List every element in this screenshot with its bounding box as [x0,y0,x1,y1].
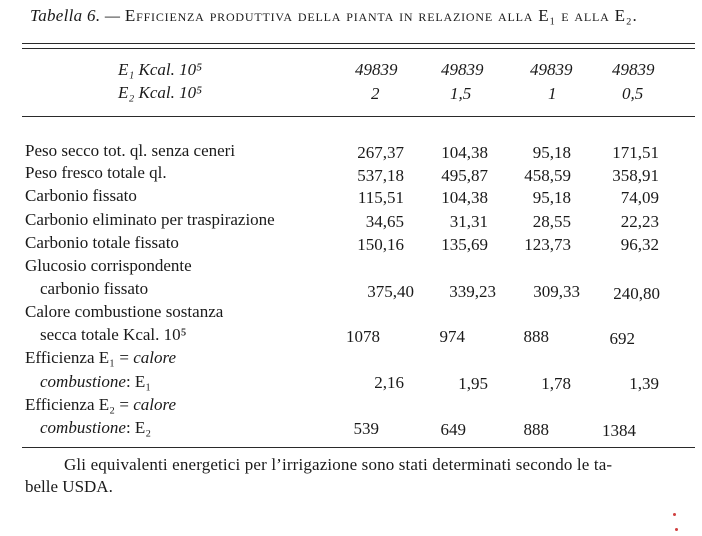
cell-value: 539 [353,419,379,438]
cell-value: 495,87 [441,166,488,185]
header-e1-value: 49839 [612,60,655,79]
cell-value: 240,80 [613,284,660,303]
row-label: Calore combustione sostanza [25,302,224,321]
cell-value: 171,51 [612,143,659,162]
cell-value: 95,18 [532,143,571,162]
speck [673,513,676,516]
row-label-part: : E₂ [125,418,152,437]
cell-value: 104,38 [441,143,488,162]
cell-value: 1,39 [629,374,659,393]
header-e1-value: 49839 [441,60,484,79]
header-e1-value: 49839 [530,60,573,79]
row-label: Glucosio corrispondente [25,256,192,275]
row-label-cont: secca totale Kcal. 10⁵ [40,325,187,344]
cell-value: 649 [440,420,466,439]
row-label [25,348,176,368]
row-label [25,395,176,415]
header-e2-value: 1,5 [450,84,472,103]
cell-value: 31,31 [449,212,488,231]
row-label: Peso fresco totale ql. [25,163,167,182]
cell-value: 123,73 [524,235,571,254]
cell-value: 458,59 [524,166,571,185]
cell-value: 1,78 [541,374,571,393]
header-e1-value: 49839 [355,60,398,79]
cell-value: 34,65 [365,212,404,231]
row-label-part: calore [133,348,176,367]
cell-value: 135,69 [441,235,488,254]
header-e2-value: 0,5 [622,84,644,103]
row-label-part: combustione [40,372,126,391]
cell-value: 888 [523,420,549,439]
row-label-cont [40,372,151,392]
cell-value: 974 [439,327,465,346]
cell-value: 358,91 [612,166,659,185]
row-label-cont: carbonio fissato [40,279,149,298]
speck [675,528,678,531]
table-caption: Efficienza produttiva della pianta in relazione alla E₁ e alla E₂. [124,6,638,25]
bottom-rule [22,447,695,448]
row-label-part: combustione [40,418,126,437]
table-title [30,6,638,26]
row-label: Carbonio fissato [25,186,137,205]
cell-value: 692 [609,329,635,348]
header-rule [22,116,695,117]
footnote-line-1: Gli equivalenti energetici per l’irrigazione sono stati determinati secondo le ta- [64,455,613,474]
cell-value: 1384 [602,421,636,440]
cell-value: 150,16 [357,235,404,254]
cell-value: 74,09 [620,188,659,207]
cell-value: 2,16 [374,373,404,392]
header-e2-label: E₂ Kcal. 10⁵ [118,83,203,102]
cell-value: 375,40 [367,282,414,301]
cell-value: 1078 [346,327,380,346]
cell-value: 104,38 [441,188,488,207]
row-label-cont [40,418,151,438]
row-label-part: : E₁ [125,372,152,391]
footnote-line-2: belle USDA. [25,477,113,496]
top-rule-2 [22,48,695,49]
cell-value: 537,18 [357,166,404,185]
row-label: Carbonio totale fissato [25,233,179,252]
cell-value: 309,33 [533,282,580,301]
header-e1-label: E₁ Kcal. 10⁵ [118,60,203,79]
header-e2-value: 1 [548,84,557,103]
cell-value: 1,95 [458,374,488,393]
cell-value: 22,23 [620,212,659,231]
cell-value: 95,18 [532,188,571,207]
cell-value: 28,55 [532,212,571,231]
cell-value: 96,32 [620,235,659,254]
table-number: Tabella 6. — [30,6,121,25]
header-e2-value: 2 [371,84,380,103]
row-label-part: Efficienza E₁ = [25,348,129,367]
cell-value: 888 [523,327,549,346]
row-label: Carbonio eliminato per traspirazione [25,210,275,229]
cell-value: 267,37 [357,143,404,162]
top-rule-1 [22,43,695,44]
cell-value: 115,51 [357,188,404,207]
cell-value: 339,23 [449,282,496,301]
row-label-part: calore [133,395,176,414]
row-label: Peso secco tot. ql. senza ceneri [25,141,236,160]
row-label-part: Efficienza E₂ = [25,395,129,414]
